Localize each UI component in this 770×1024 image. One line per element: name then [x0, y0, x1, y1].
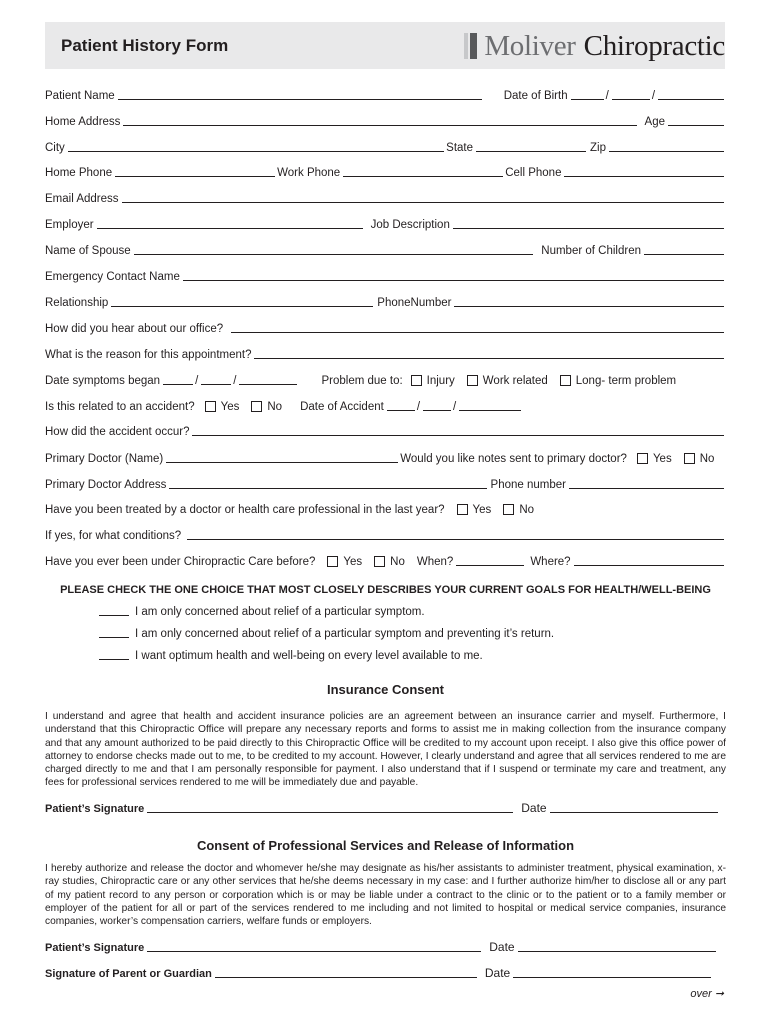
notes-no-option[interactable] [684, 453, 715, 465]
form-header [45, 22, 725, 69]
goal-3-blank[interactable] [99, 649, 129, 660]
row-conditions [45, 526, 726, 542]
chiro-no-checkbox[interactable] [374, 556, 385, 567]
long-term-option[interactable] [560, 375, 676, 387]
phone-number-label: PhoneNumber [377, 297, 452, 309]
treated-yes-option[interactable] [457, 504, 492, 516]
notes-yes-checkbox[interactable] [637, 453, 648, 464]
employer-field[interactable] [97, 217, 363, 229]
hear-about-field[interactable] [231, 321, 724, 333]
relationship-label: Relationship [45, 297, 109, 309]
consent-signature-row [45, 938, 726, 954]
row-email [45, 189, 726, 205]
injury-checkbox[interactable] [411, 375, 422, 386]
where-field[interactable] [574, 554, 724, 566]
primary-doctor-field[interactable] [166, 451, 398, 463]
patient-name-field[interactable] [118, 88, 482, 100]
guardian-signature-field[interactable] [215, 966, 477, 978]
city-label: City [45, 142, 65, 154]
email-label: Email Address [45, 193, 119, 205]
row-doctor-address [45, 475, 726, 491]
goal-1-blank[interactable] [99, 605, 129, 616]
work-related-label: Work related [482, 375, 548, 387]
home-address-label: Home Address [45, 116, 121, 128]
relationship-field[interactable] [111, 295, 373, 307]
goal-option-1[interactable] [99, 605, 425, 618]
injury-label: Injury [426, 375, 455, 387]
row-accident-how [45, 422, 726, 438]
form-title: Patient History Form [61, 36, 229, 55]
symptoms-year-field[interactable] [239, 373, 297, 385]
row-treated [45, 500, 726, 516]
accident-yes-label: Yes [220, 401, 240, 413]
goal-option-2[interactable] [99, 627, 554, 640]
treated-no-label: No [519, 504, 535, 516]
treated-yes-checkbox[interactable] [457, 504, 468, 515]
date-accident-label: Date of Accident [300, 401, 384, 413]
notes-no-checkbox[interactable] [684, 453, 695, 464]
guardian-date-field[interactable] [513, 966, 711, 978]
city-field[interactable] [68, 140, 444, 152]
state-label: State [446, 142, 474, 154]
hear-about-label: How did you hear about our office? [45, 323, 224, 335]
work-phone-field[interactable] [343, 165, 503, 177]
job-description-field[interactable] [453, 217, 724, 229]
row-accident: Is this related to an accident? Yes No Date of Accident / / [45, 397, 726, 413]
brand-logo [464, 26, 725, 66]
row-emergency [45, 267, 726, 283]
reason-label: What is the reason for this appointment? [45, 349, 252, 361]
consent-signature-label: Patient’s Signature [45, 942, 145, 954]
work-phone-label: Work Phone [277, 167, 341, 179]
goal-2-blank[interactable] [99, 627, 129, 638]
employer-label: Employer [45, 219, 94, 231]
chiro-no-option[interactable] [374, 556, 405, 568]
goal-2-text: I am only concerned about relief of a particular symptom and preventing it’s return. [135, 628, 555, 640]
long-term-label: Long- term problem [575, 375, 677, 387]
treated-yes-label: Yes [472, 504, 492, 516]
goal-3-text: I want optimum health and well-being on every level available to me. [135, 650, 483, 662]
work-related-checkbox[interactable] [467, 375, 478, 386]
accident-year-field[interactable] [459, 399, 521, 411]
consent-text: I hereby authorize and release the doctor and whomever he/she may designate as his/her assistants to administer treatment, physical examination, x-ray studies, Chiropractic care or any other services that he/she deems necessary in my case: and I further authorize him/her to disclose all or any part of my patient record to any person or corporation which is or may be liable under a contract to the clinic or to the patient or to a family member or employer of the patient for all or part of the services rendered to me including and not limited to hospital or medical service companies, insurance companies, worker’s compensation carriers, welfare funds or employers. [45, 863, 726, 928]
row-home-address [45, 112, 726, 128]
guardian-date-label: Date [484, 966, 511, 980]
phone-number2-field[interactable] [569, 477, 724, 489]
treated-question: Have you been treated by a doctor or health care professional in the last year? [45, 504, 445, 516]
spouse-field[interactable] [134, 243, 534, 255]
chiro-yes-label: Yes [343, 556, 363, 568]
email-field[interactable] [122, 191, 724, 203]
chiro-yes-checkbox[interactable] [327, 556, 338, 567]
dob-month-field[interactable] [571, 88, 604, 100]
state-field[interactable] [476, 140, 586, 152]
age-field[interactable] [668, 114, 724, 126]
accident-no-label: No [267, 401, 283, 413]
row-employer [45, 215, 726, 231]
insurance-signature-row [45, 799, 726, 815]
guardian-signature-label: Signature of Parent or Guardian [45, 968, 212, 980]
notes-question: Would you like notes sent to primary doctor? [400, 453, 627, 465]
doctor-address-label: Primary Doctor Address [45, 479, 167, 491]
dob-label: Date of Birth [503, 90, 568, 102]
insurance-signature-label: Patient’s Signature [45, 803, 145, 815]
emergency-label: Emergency Contact Name [45, 271, 180, 283]
spouse-label: Name of Spouse [45, 245, 131, 257]
patient-name-label: Patient Name [45, 90, 115, 102]
consent-title: Consent of Professional Services and Release of Information [196, 838, 575, 853]
row-phones [45, 163, 726, 179]
home-address-field[interactable] [123, 114, 636, 126]
goals-heading: PLEASE CHECK THE ONE CHOICE THAT MOST CLOSELY DESCRIBES YOUR CURRENT GOALS FOR HEALTH/WELL-BEING [60, 584, 711, 596]
chiro-no-label: No [390, 556, 405, 568]
when-field[interactable] [456, 554, 524, 566]
children-field[interactable] [644, 243, 724, 255]
injury-option[interactable] [411, 375, 455, 387]
children-label: Number of Children [541, 245, 641, 257]
problem-due-label: Problem due to: [321, 375, 403, 387]
goal-option-3[interactable] [99, 649, 483, 662]
doctor-address-field[interactable] [169, 477, 486, 489]
accident-question: Is this related to an accident? [45, 401, 195, 413]
where-label: Where? [530, 556, 571, 568]
guardian-signature-row [45, 964, 726, 980]
cell-phone-label: Cell Phone [505, 167, 562, 179]
row-chiropractic [45, 552, 726, 568]
treated-no-checkbox[interactable] [503, 504, 514, 515]
home-phone-field[interactable] [115, 165, 275, 177]
job-description-label: Job Description [370, 219, 450, 231]
accident-how-label: How did the accident occur? [45, 426, 190, 438]
accident-no-checkbox[interactable] [251, 401, 262, 412]
accident-no-option[interactable] [251, 401, 282, 413]
reason-field[interactable] [254, 347, 724, 359]
accident-yes-option[interactable] [205, 401, 240, 413]
row-symptoms: Date symptoms began / / Problem due to: Injury Work related Long- term problem [45, 375, 677, 387]
consent-date-label: Date [489, 940, 515, 954]
notes-no-label: No [699, 453, 715, 465]
conditions-label: If yes, for what conditions? [45, 530, 182, 542]
goal-1-text: I am only concerned about relief of a particular symptom. [135, 606, 425, 618]
primary-doctor-label: Primary Doctor (Name) [45, 453, 164, 465]
long-term-checkbox[interactable] [560, 375, 571, 386]
treated-no-option[interactable] [503, 504, 534, 516]
notes-yes-option[interactable] [637, 453, 672, 465]
insurance-signature-field[interactable] [147, 801, 513, 813]
consent-date-field[interactable] [518, 940, 716, 952]
insurance-date-field[interactable] [550, 801, 718, 813]
row-spouse [45, 241, 726, 257]
emergency-field[interactable] [183, 269, 724, 281]
over-page-indicator: over ➞ [690, 988, 724, 1000]
cell-phone-field[interactable] [564, 165, 724, 177]
when-label: When? [416, 556, 454, 568]
row-hear-about [45, 319, 726, 335]
notes-yes-label: Yes [652, 453, 672, 465]
symptoms-began-label: Date symptoms began [45, 375, 161, 387]
accident-day-field[interactable] [423, 399, 451, 411]
accident-how-field[interactable] [192, 424, 724, 436]
row-primary-doctor [45, 449, 726, 465]
row-patient-name: Patient Name Date of Birth / / [45, 86, 726, 102]
symptoms-month-field[interactable] [163, 373, 193, 385]
home-phone-label: Home Phone [45, 167, 113, 179]
age-label: Age [644, 116, 665, 128]
chiro-yes-option[interactable] [327, 556, 362, 568]
row-relationship [45, 293, 726, 309]
insurance-text: I understand and agree that health and accident insurance policies are an agreement between an insurance carrier and myself. Furthermore, I understand that this Chiropractic Office will prepare any necessary reports and forms to assist me in making collection from the insurance company and that any amount authorized to be paid directly to this Chiropractic Office will be credited to my account upon receipt. I also give this office power of attorney to endorse checks made out to me, to be credited to my account. However, I clearly understand and agree that all services rendered to me are charged directly to me and that I am personally responsible for payment. I also understand that if I suspend or terminate my care and treatment, any fees for professional services rendered to me will be immediately due and payable. [45, 711, 726, 789]
zip-label: Zip [590, 142, 606, 154]
phone-number-field[interactable] [454, 295, 724, 307]
chiro-question: Have you ever been under Chiropractic Care before? [45, 556, 316, 568]
row-city [45, 138, 726, 154]
insurance-title: Insurance Consent [326, 682, 445, 697]
dob-day-field[interactable] [612, 88, 650, 100]
conditions-field[interactable] [187, 528, 724, 540]
dob-year-field[interactable] [658, 88, 724, 100]
logo-mark-icon [464, 33, 478, 59]
zip-field[interactable] [609, 140, 724, 152]
accident-yes-checkbox[interactable] [205, 401, 216, 412]
symptoms-day-field[interactable] [201, 373, 231, 385]
brand-name-part1: Moliver [484, 29, 576, 62]
row-reason [45, 345, 726, 361]
accident-month-field[interactable] [387, 399, 415, 411]
insurance-date-label: Date [521, 801, 547, 815]
phone-number2-label: Phone number [490, 479, 566, 491]
work-related-option[interactable] [467, 375, 548, 387]
consent-signature-field[interactable] [147, 940, 481, 952]
brand-name-part2: Chiropractic [583, 29, 725, 62]
